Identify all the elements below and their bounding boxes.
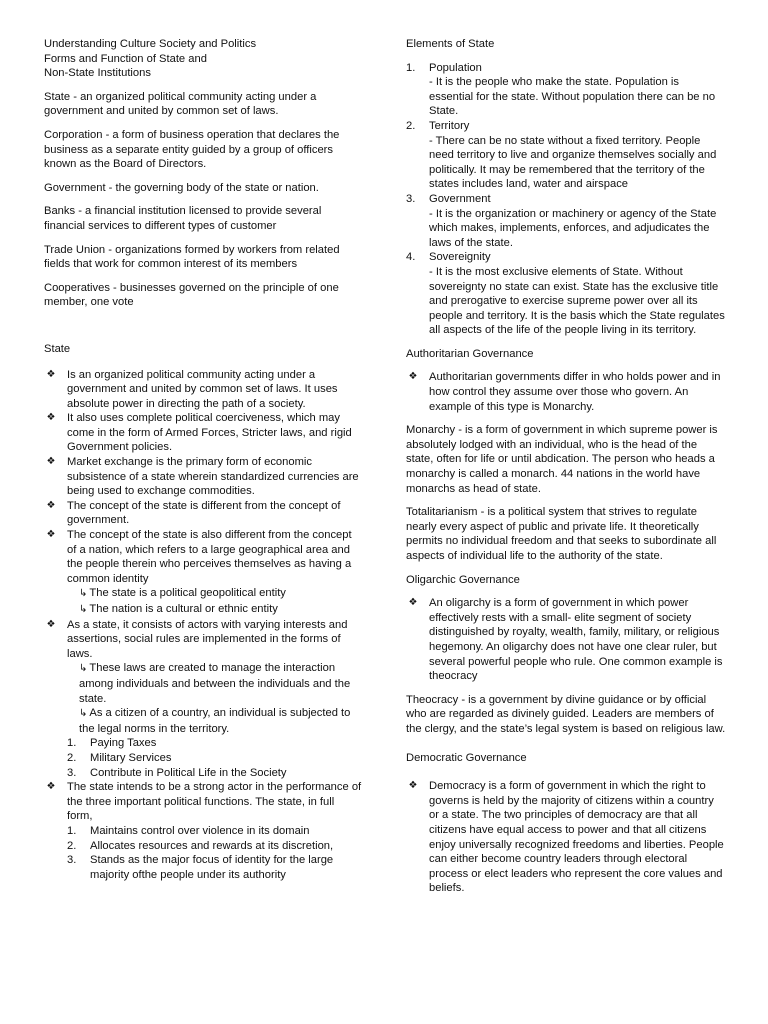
- diamond-bullet-icon: ❖: [46, 412, 56, 424]
- list-item: [44, 618, 362, 781]
- sub-item: [67, 602, 362, 618]
- list-item: [44, 411, 362, 455]
- numbered-item: 1. Paying Taxes: [67, 737, 157, 750]
- bullet-text: An oligarchy is a form of government in which power effectively rests with a small- elite segment of society distinguished by royalty, wealth, family, military, or religious hegemony. An oligarchy does not have one clear ruler, but several powerful people who rule. One common example is theocracy: [429, 597, 723, 683]
- diamond-bullet-icon: ❖: [408, 371, 418, 383]
- sub-item-text: These laws are created to manage the interaction among individuals and between the individuals and the state.: [79, 662, 351, 705]
- document-header: [44, 37, 362, 81]
- element-desc: - It is the people who make the state. Population is essential for the state. Without population there can be no State.: [429, 76, 716, 118]
- list-item: [44, 368, 362, 412]
- bullet-text: Is an organized political community acting under a government and united by common set of laws. It uses absolute power in directing the path of a society.: [67, 368, 338, 410]
- section-title-oligarchic: Oligarchic Governance: [406, 573, 520, 586]
- numbered-item: 2. Military Services: [67, 751, 172, 764]
- right-column: [406, 37, 726, 896]
- bullet-text: The concept of the state is also different from the concept of a nation, which refers to a large geographical area and the people therein who perceives themselves as having a common identity: [67, 529, 352, 585]
- diamond-bullet-icon: ❖: [408, 780, 418, 792]
- section-title-elements: Elements of State: [406, 38, 495, 50]
- element-desc: - It is the organization or machinery or agency of the State which makes, implements, enforces, and adjudicates the laws of the state.: [429, 207, 717, 249]
- bullet-text: As a state, it consists of actors with varying interests and assertions, social rules are implemented in the forms of laws.: [67, 618, 348, 660]
- arrow-icon: ↳: [79, 708, 88, 720]
- sub-item-text: The nation is a cultural or ethnic entity: [89, 603, 278, 615]
- list-item: [44, 528, 362, 618]
- lesson-title-line1: Forms and Function of State and: [44, 52, 207, 65]
- element-name: Government: [429, 192, 491, 205]
- arrow-icon: ↳: [79, 604, 88, 615]
- section-title-democratic: Democratic Governance: [406, 751, 527, 764]
- element-desc: - There can be no state without a fixed territory. People need territory to live and organize themselves socially and politically. It may be remembered that the territory of the states includes land, water and airspace: [429, 134, 717, 191]
- diamond-bullet-icon: ❖: [46, 781, 56, 793]
- element-name: Population: [429, 61, 482, 74]
- diamond-bullet-icon: ❖: [46, 499, 56, 511]
- authoritarian-list: [406, 370, 726, 414]
- element-desc: - It is the most exclusive elements of State. Without sovereignty no state can exist. State has the exclusive title and prerogative to exercise supreme power over all its people and territory. It is the basis which the State regulates all aspects of the life of the people living in its territory.: [429, 265, 725, 337]
- numbered-item: 3. Stands as the major focus of identity for the large majority ofthe people under its authority: [67, 854, 334, 881]
- course-title: Understanding Culture Society and Politics: [44, 38, 257, 50]
- section-title-state: State: [44, 342, 71, 355]
- element-item: 1. Population - It is the people who make the state. Population is essential for the state. Without population there can be no State.: [406, 61, 726, 119]
- citizen-duties-list: [67, 736, 362, 780]
- bullet-text: It also uses complete political coerciveness, which may come in the form of Armed Forces, Stricter laws, and rigid Government policies.: [67, 412, 352, 454]
- arrow-icon: ↳: [79, 663, 88, 675]
- list-item: [406, 370, 726, 414]
- section-title-authoritarian: Authoritarian Governance: [406, 347, 534, 360]
- lesson-title-line2: Non-State Institutions: [44, 67, 151, 80]
- list-item: [44, 499, 362, 528]
- numbered-item: 1. Maintains control over violence in its domain: [67, 824, 310, 837]
- sub-item-text: The state is a political geopolitical entity: [89, 587, 286, 600]
- list-item: [44, 455, 362, 499]
- elements-list: [406, 61, 726, 338]
- definition-banks: Banks - a financial institution licensed to provide several financial services to different types of customer: [44, 205, 322, 232]
- bullet-text: The state intends to be a strong actor in the performance of the three important political functions. The state, in full form,: [67, 781, 362, 823]
- definition-government: Government - the governing body of the state or nation.: [44, 181, 319, 194]
- state-functions-list: [67, 824, 362, 882]
- element-name: Territory: [429, 119, 470, 132]
- element-name: Sovereignity: [429, 251, 491, 264]
- bullet-text: Democracy is a form of government in which the right to governs is held by the majority of citizens within a country or a state. The two principles of democracy are that all citizens have equal access to power and that all citizens enjoy universally recognized freedoms and liberties. People can either become country leaders through electoral process or elect leaders who represent the core values and beliefs.: [429, 780, 724, 895]
- diamond-bullet-icon: ❖: [46, 618, 56, 630]
- definition-theocracy: Theocracy - is a government by divine guidance or by official who are regarded as divinely guided. Leaders are members of the clergy, and the state’s legal system is based on religious law.: [406, 693, 726, 735]
- definition-monarchy: Monarchy - is a form of government in which supreme power is absolutely lodged with an individual, who is the head of the state, often for life or until abdication. The person who heads a monarchy is called a monarch. 44 nations in the world have monarchs as head of state.: [406, 424, 718, 495]
- bullet-text: Authoritarian governments differ in who holds power and in how control they assume over those who govern. An example of this type is Monarchy.: [429, 371, 721, 413]
- diamond-bullet-icon: ❖: [408, 597, 418, 609]
- definition-cooperatives: Cooperatives - businesses governed on the principle of one member, one vote: [44, 281, 339, 309]
- bullet-text: Market exchange is the primary form of economic subsistence of a state wherein standardized currencies are being used to exchange commodities.: [67, 456, 359, 498]
- state-bullet-list: [44, 368, 362, 883]
- list-item: [406, 596, 726, 684]
- diamond-bullet-icon: ❖: [46, 529, 56, 541]
- sub-item: [67, 706, 362, 736]
- definition-trade-union: Trade Union - organizations formed by workers from related fields that work for common interest of its members: [44, 243, 340, 271]
- definition-state: State - an organized political community acting under a government and united by common set of laws.: [44, 90, 317, 118]
- democratic-list: [406, 779, 726, 896]
- sub-item: [67, 661, 362, 706]
- oligarchic-list: [406, 596, 726, 684]
- sub-item-text: As a citizen of a country, an individual is subjected to the legal norms in the territory.: [79, 707, 351, 735]
- numbered-item: 3. Contribute in Political Life in the Society: [67, 766, 287, 779]
- element-item: 4. Sovereignity - It is the most exclusive elements of State. Without sovereignty no state can exist. State has the exclusive title and prerogative to exercise supreme power over all its people and territory. It is the basis which the State regulates all aspects of the life of the people living in its territory.: [406, 251, 725, 337]
- left-column: [44, 37, 362, 882]
- arrow-icon: ↳: [79, 588, 88, 600]
- element-item: 2. Territory - There can be no state without a fixed territory. People need territory to live and organize themselves socially and politically. It may be remembered that the territory of the states includes land, water and airspace: [406, 119, 726, 192]
- diamond-bullet-icon: ❖: [46, 456, 56, 468]
- definition-totalitarianism: Totalitarianism - is a political system that strives to regulate nearly every aspect of public and private life. It theoretically permits no individual freedom and that seeks to subordinate all aspects of individual life to the authority of the state.: [406, 506, 717, 562]
- sub-item: [67, 586, 362, 602]
- list-item: [406, 779, 726, 896]
- numbered-item: 2. Allocates resources and rewards at its discretion,: [67, 839, 334, 852]
- definition-corporation: Corporation - a form of business operation that declares the business as a separate entity guided by a group of officers known as the Board of Directors.: [44, 128, 340, 171]
- list-item: [44, 780, 362, 882]
- element-item: 3. Government - It is the organization or machinery or agency of the State which makes, implements, enforces, and adjudicates the laws of the state.: [406, 192, 726, 250]
- diamond-bullet-icon: ❖: [46, 368, 56, 380]
- bullet-text: The concept of the state is different from the concept of government.: [67, 499, 341, 527]
